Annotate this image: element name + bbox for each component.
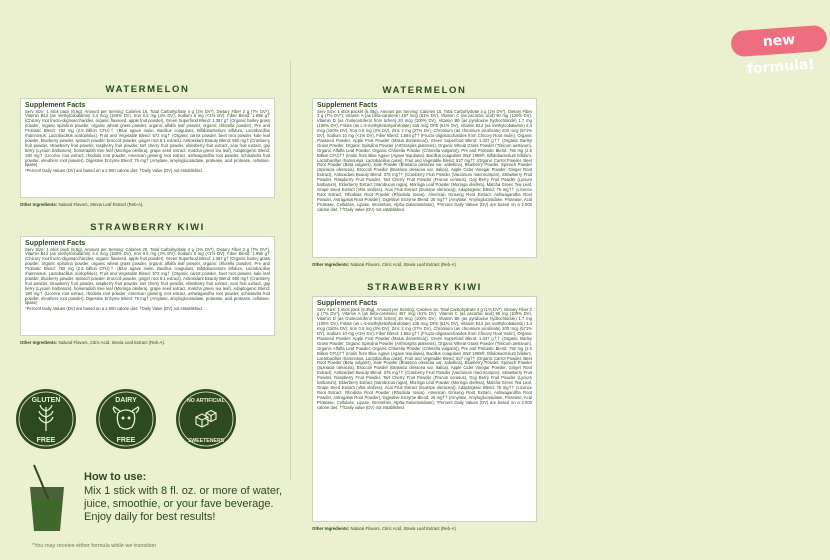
right-kiwi-other-ingredients xyxy=(312,526,537,531)
new-formula-banner xyxy=(285,0,816,82)
dairy-free-icon xyxy=(94,387,158,451)
other-text: Natural Flavors, Citric Acid, Stevia Leaf Extract (Reb-A). xyxy=(58,340,165,345)
panel-heading: Supplement Facts xyxy=(25,102,86,109)
right-watermelon-title: WATERMELON xyxy=(382,85,467,96)
panel-body: Serv Size: 1 stick pack (6.35g), Amount per Serving: Calories 15, Total Carbohydrate 4 g (1% DV*), Dietary Fiber 2 g (7% DV*), Vitamin A (as beta-carotene) 457 mcg (51% DV), Vitamin C (as ascorbic acid) 90 mg (100% DV), Vitamin D (as cholecalciferol from lichen) 20 mcg (100% DV), Vitamin B6 (as pyridoxine hydrochloride) 1.7 mg (100% DV), Folate (as L-5-methyltetrahydrofolate) 245 mcg DFE (61% DV), Vitamin B12 (as methylcobalamin) 3.4 mcg (150% DV), Iron 0.5 mg (3% DV), Zinc 3 mg (27% DV), Chromium (as chromium picolinate) 200 mcg (571% DV), Sodium 10 mg (<1% DV), Fiber Blend: 1.584 g†† (Fructo-oligosaccharides from Chicory Root Inulin), Organic Flaxseed Powder, Apple Fruit Powder (Malus domestica)), Green Superfood Blend: 1.337 g†† (Organic Barley Grass Powder, Organic Spirulina Powder (Arthrospira platensis), Organic Wheat Grass Powder (Triticum aestivum), Organic Alfalfa Leaf Powder, Organic Chlorella Powder (Chlorella vulgaris)), Pre and Probiotic Blend: 792 mg (2.5 Billion CFU)†† (Inulin from Blue Agave (Agave tequilana), Bacillus coagulans SNZ 1969®, Bifidobacterium bifidum, Lactobacillus rhamnosus, Lactobacillus casei), Fruit and Vegetable Blend: 527 mg†† (Organic Carrot Powder, Beet Root Powder (Beta vulgaris), Kale Powder (Brassica oleracea var. sabellica), Blueberry Powder, Spinach Powder (Spinacia oleracea), Broccoli Powder (Brassica oleracea var. italica), Apple Cider Vinegar Powder, Ginger Root Extract), Antioxidant Beauty Blend: 375 mg†† (Cranberry Fruit Powder (Vaccinium macrocarpon), Strawberry Fruit Powder, Raspberry Fruit Powder, Tart Cherry Fruit Powder (Prunus cerasus), Goji Berry Fruit Powder (Lycium barbarum), Elderberry Extract (Sambucus nigra), Moringa Leaf Powder (Moringa oleifera), Matcha Green Tea Leaf, Grape Seed Extract (Vitis vinifera), Acai Fruit Extract (Euterpe oleracea)), Adaptogenic Blend: 75 mg†† (Licorice Root Extract, Rhodiola Root Powder (Rhodiola rosea), American Ginseng Root Extract, Ashwagandha Root Powder, Astragalus Root Powder), Digestive Enzyme Blend: 25 mg†† (Amylase, Amyloglucosidase, Protease, Acid Protease, Cellulase, Lipase, Bromelain, Alpha-Galactosidase), *Percent Daily Values (DV) are based on a 2,000 calorie diet. ††Daily value (DV) not established. xyxy=(317,306,532,410)
left-watermelon-supplement-facts xyxy=(20,98,275,198)
how-to-use-instructions: Mix 1 stick with 8 fl. oz. or more of water, juice, smoothie, or your fave beverage. Enjoy daily for best results! xyxy=(84,485,283,523)
feature-badges xyxy=(14,387,254,455)
left-kiwi-supplement-facts xyxy=(20,236,275,336)
left-watermelon-other-ingredients xyxy=(20,202,275,207)
right-watermelon-other-ingredients xyxy=(312,262,537,267)
panel-body: Serv Size: 1 stick packet (5.48g), Amount per Serving: Calories 15, Total Carbohydrate 4 g (1% DV*), Dietary Fiber 2 g (7% DV*), Vitamin A (as beta-carotene) 457 mcg (51% DV), Vitamin C (as ascorbic acid) 90 mg (100% DV), Vitamin D (as cholecalciferol from lichen) 20 mcg (100% DV), Vitamin B6 (as pyridoxine hydrochloride) 1.7 mg (100% DV), Folate (as L-5-methyltetrahydrofolate) 245 mcg DFE (61% DV), Vitamin B12 (as methylcobalamin) 3.4 mcg (150% DV), Iron 0.5 mg (3% DV), Zinc 3 mg (27% DV), Chromium (as chromium picolinate) 200 mcg (571% DV), Sodium 10 mg (<1% DV), Fiber Blend: 1.584 g†† (Fructo-oligosaccharides from Chicory Root Inulin), Organic Flaxseed Powder, Apple Fruit Powder (Malus domestica)), Green Superfood Blend: 1.337 g†† (Organic Barley Grass Powder, Organic Spirulina Powder (Arthrospira platensis), Organic Wheat Grass Powder (Triticum aestivum), Organic Alfalfa Leaf Powder, Organic Chlorella Powder (Chlorella vulgaris)), Pre and Probiotic Blend: 792 mg (2.5 Billion CFU)†† (Inulin from Blue Agave (Agave tequilana), Bacillus coagulans SNZ 1969®, Bifidobacterium bifidum, Lactobacillus rhamnosus, Lactobacillus casei), Fruit and Vegetable Blend: 527 mg†† (Organic Carrot Powder, Beet Root Powder (Beta vulgaris), Kale Powder (Brassica oleracea var. sabellica), Blueberry Powder, Spinach Powder (Spinacia oleracea), Broccoli Powder (Brassica oleracea var. italica), Apple Cider Vinegar Powder, Ginger Root Extract), Antioxidant Beauty Blend: 375 mg†† (Cranberry Fruit Powder (Vaccinium macrocarpon), Strawberry Fruit Powder, Raspberry Fruit Powder, Tart Cherry Fruit Powder (Prunus cerasus), Goji Berry Fruit Powder (Lycium barbarum), Elderberry Extract (Sambucus nigra), Moringa Leaf Powder (Moringa oleifera), Matcha Green Tea Leaf, Grape Seed Extract (Vitis vinifera), Acai Fruit Extract (Euterpe oleracea)), Adaptogenic Blend: 75 mg†† (Licorice Root Extract, Rhodiola Root Powder (Rhodiola rosea), American Ginseng Root Extract, Ashwagandha Root Powder, Astragalus Root Powder), Digestive Enzyme Blend: 25 mg†† (Amylase, Amyloglucosidase, Protease, Acid Protease, Cellulase, Lipase, Bromelain, Alpha-Galactosidase), *Percent Daily Values (DV) are based on a 2,000 calorie diet. ††Daily value (DV) not established. xyxy=(317,108,532,212)
new-formula-badge: new formula! xyxy=(730,25,828,58)
no-artificial-sweeteners-icon xyxy=(174,387,238,451)
left-kiwi-other-ingredients xyxy=(20,340,275,345)
other-label: Other Ingredients: xyxy=(20,202,58,207)
right-watermelon-supplement-facts xyxy=(312,98,537,258)
dairy-free-bottom: FREE xyxy=(116,437,136,444)
gluten-free-bottom: FREE xyxy=(36,437,56,444)
dairy-free-top: DAIRY xyxy=(115,397,137,404)
panel-footer: *Percent Daily Values (DV) are based on a 2,000 calorie diet. †Daily Value (DV) not established. xyxy=(25,168,203,174)
panel-heading: Supplement Facts xyxy=(317,300,378,307)
how-to-use-title: How to use: xyxy=(84,471,147,483)
right-kiwi-title: STRAWBERRY KIWI xyxy=(367,282,482,293)
other-text: Natural Flavors, Citric Acid, Stevia Leaf Extract (Reb-A) xyxy=(350,262,456,267)
no-sweeteners-bottom: SWEETENERS xyxy=(187,438,225,444)
other-label: Other Ingredients: xyxy=(20,340,58,345)
panel-body: Serv Size: 1 stick pack (6.8g), Amount per Serving: Calories 20, Total Carbohydrate 4 g (1% DV*), Dietary Fiber 2 g (7% DV*), Vitamin B12 (as methylcobalamin) 3.4 mcg (150% DV), Iron 0.5 mg (3% DV), Sodium 8 mg (<1% DV), Fiber Blend: 1.686 g† (Chicory root fructo-oligosaccharides, organic flaxseed, apple fruit powder), Green Superfood Blend: 1.367 g† (Organic barley grass powder, organic spirulina powder, organic wheat grass powder, organic alfalfa leaf powder, organic chlorella powder), Pre and Probiotic Blend: 792 mg (2.5 billion CFU)† (Blue agave inulin, Bacillus coagulans, Bifidobacterium bifidum, Lactobacillus rhamnosus, Lactobacillus acidophilus), Fruit and Vegetable Blend: 572 mg† (Organic carrot powder, beet root powder, kale leaf powder, blueberry powder, spinach powder, broccoli powder, ginger root 5:1 extract), Antioxidant Beauty Blend: 550 mg† (Cranberry fruit powder, strawberry fruit powder, raspberry fruit powder, tart cherry fruit powder, elderberry fruit extract, acai fruit extract, goji berry (Lycium barbarum), horseradish tree leaf (Moringa oleifera), grape seed extract, matcha green tea leaf), Adaptogenic Blend: 180 mg† (Licorice root extract, rhodiola root powder, American ginseng root extract, ashwagandha root powder, schisandra fruit powder, eleuthero root powder), Digestive Enzyme Blend: 75 mg† (Amylase, amyloglucosidase, protease, acid protease, cellulase, lipase) xyxy=(25,246,270,306)
panel-body: Serv Size: 1 stick pack (6.6g), Amount per Serving: Calories 15, Total Carbohydrate 4 g (1% DV*), Dietary Fiber 2 g (7% DV*), Vitamin B12 (as methylcobalamin) 3.4 mcg (150% DV), Iron 0.5 mg (3% DV), Sodium 8 mg (<1% DV), Fiber Blend: 1.686 g† (Chicory root fructo-oligosaccharides, organic flaxseed, apple fruit powder), Green Superfood Blend: 1.367 g† (Organic barley grass powder, organic spirulina powder, organic wheat grass powder, organic alfalfa leaf powder, organic chlorella powder), Pre and Probiotic Blend: 792 mg (2.5 billion CFU)† (Blue agave inulin, Bacillus coagulans, Bifidobacterium bifidum, Lactobacillus rhamnosus, Lactobacillus acidophilus), Fruit and Vegetable Blend: 572 mg† (Organic carrot powder, beet root powder, kale leaf powder, blueberry powder, spinach powder, broccoli powder, ginger root 5:1 extract), Antioxidant Beauty Blend: 550 mg† (Cranberry fruit powder, strawberry fruit powder, raspberry fruit powder, tart cherry fruit powder, elderberry fruit extract, acai fruit extract, goji berry (Lycium barbarum), horseradish tree leaf (Moringa oleifera), grape seed extract, matcha green tea leaf), Adaptogenic Blend: 180 mg† (Licorice root extract, rhodiola root powder, American ginseng root extract, ashwagandha root powder, schisandra fruit powder, eleuthero root powder), Digestive Enzyme Blend: 75 mg† (Amylase, amyloglucosidase, protease, acid protease, cellulase, lipase) xyxy=(25,108,270,168)
right-kiwi-supplement-facts xyxy=(312,296,537,522)
panel-heading: Supplement Facts xyxy=(25,240,86,247)
other-text: Natural Flavors, Stevia Leaf Extract (Reb-A). xyxy=(58,202,144,207)
column-divider xyxy=(290,60,291,480)
gluten-free-top: GLUTEN xyxy=(31,397,61,404)
other-text: Natural Flavors, Citric Acid, Stevia Leaf Extract (Reb-A) xyxy=(350,526,456,531)
transition-footnote: *You may receive either formula while we transition xyxy=(32,543,157,549)
left-watermelon-title: WATERMELON xyxy=(105,84,190,95)
gluten-free-icon xyxy=(14,387,78,451)
no-sweeteners-top: NO ARTIFICIAL xyxy=(187,398,225,404)
panel-footer: *Percent Daily Values (DV) are based on a 2,000 calorie diet. †Daily Value (DV) not established. xyxy=(25,306,203,312)
panel-heading: Supplement Facts xyxy=(317,102,378,109)
other-label: Other Ingredients: xyxy=(312,526,350,531)
cup-with-straw-icon xyxy=(24,463,70,535)
other-label: Other Ingredients: xyxy=(312,262,350,267)
left-kiwi-title: STRAWBERRY KIWI xyxy=(90,222,205,233)
